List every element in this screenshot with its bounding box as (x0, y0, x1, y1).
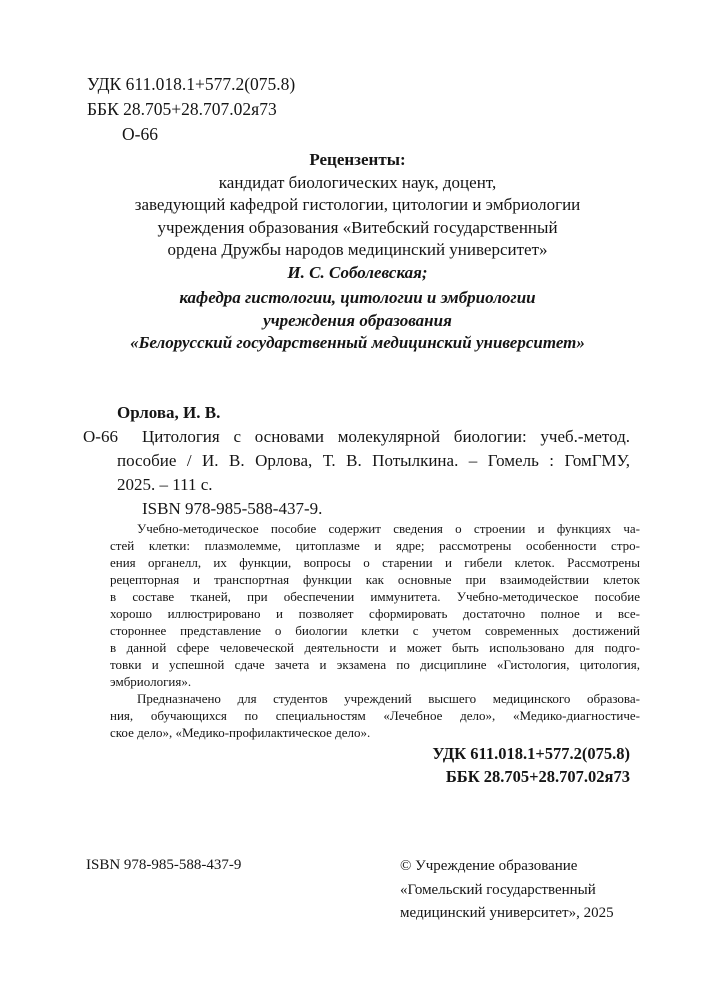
reviewer2-block (85, 287, 630, 355)
annotation-line: ения органелл, их функции, вопросы о старении и гибели клеток. Рассмотрены (110, 555, 640, 570)
annotation-line: в данной сфере человеческой деятельности и может быть использовано для подго- (110, 640, 640, 655)
catalog-card-isbn: ISBN 978-985-588-437-9. (142, 499, 323, 518)
annotation-line: эмбриология». (110, 674, 192, 689)
author-sign-index: О-66 (122, 124, 158, 144)
catalog-card-line: Цитология с основами молекулярной биологии: учеб.-метод. (142, 427, 630, 446)
annotation-line: ния, обучающихся по специальностям «Лечебное дело», «Медико-диагностиче- (110, 708, 640, 723)
catalog-card-line: 2025. – 111 с. (117, 475, 213, 494)
bbk-code: ББК 28.705+28.707.02я73 (87, 99, 277, 119)
annotation-line: хорошо иллюстрировано и позволяет сформировать достаточно полное и все- (110, 606, 640, 621)
copyright-block (400, 855, 614, 926)
catalog-card-author: Орлова, И. В. (117, 403, 221, 422)
reviewer1-line: кандидат биологических наук, доцент, (218, 172, 497, 192)
annotation-line: в составе тканей, при обеспечении иммунитета. Учебно-методическое пособие (110, 589, 640, 604)
copyright-line: медицинский университет», 2025 (400, 905, 614, 921)
bbk-code-bottom: ББК 28.705+28.707.02я73 (445, 767, 630, 786)
reviewer1-line: учреждения образования «Витебский государственный (157, 217, 558, 237)
annotation-line: Учебно-методическое пособие содержит сведения о строении и функциях ча- (137, 521, 640, 536)
reviewers-heading: Рецензенты: (309, 150, 406, 169)
annotation-line: стей клетки: плазмолемме, цитоплазме и ядре; рассмотрены особенности стро- (110, 538, 640, 553)
udc-code-bottom: УДК 611.018.1+577.2(075.8) (432, 744, 630, 763)
annotation-line: товки и успешной сдаче зачета и экзамена по дисциплине «Гистология, цитология, (110, 657, 640, 672)
footer-isbn: ISBN 978-985-588-437-9 (86, 857, 242, 873)
catalog-card (83, 401, 630, 521)
annotation-line: Предназначено для студентов учреждений высшего медицинского образова- (137, 691, 640, 706)
copyright-line: © Учреждение образование (400, 858, 578, 874)
reviewer1-line: заведующий кафедрой гистологии, цитологии и эмбриологии (134, 195, 581, 214)
reviewer2-line: «Белорусский государственный медицинский университет» (130, 333, 585, 352)
reviewer1-name: И. С. Соболевская; (287, 262, 428, 282)
annotation-line: рецепторная и транспортная функции как основные при взаимодействии клеток (110, 572, 640, 587)
classification-codes-bottom (432, 742, 630, 788)
annotation-line: стороннее представление о биологии клетки с учетом современных достижений (110, 623, 640, 638)
reviewer2-line: кафедра гистологии, цитологии и эмбриологии (179, 288, 536, 307)
catalog-card-index: О-66 (83, 427, 118, 446)
udc-code: УДК 611.018.1+577.2(075.8) (87, 74, 296, 94)
annotation-block (110, 520, 640, 741)
copyright-line: «Гомельский государственный (400, 881, 596, 898)
annotation-line: ское дело», «Медико-профилактическое дело». (110, 725, 371, 740)
reviewer2-line: учреждения образования (263, 310, 452, 330)
catalog-card-line: пособие / И. В. Орлова, Т. В. Потылкина. – Гомель : ГомГМУ, (117, 451, 630, 470)
reviewers-block (85, 149, 630, 284)
reviewer1-line: ордена Дружбы народов медицинский университет» (167, 240, 548, 259)
classification-codes-top (87, 72, 295, 147)
